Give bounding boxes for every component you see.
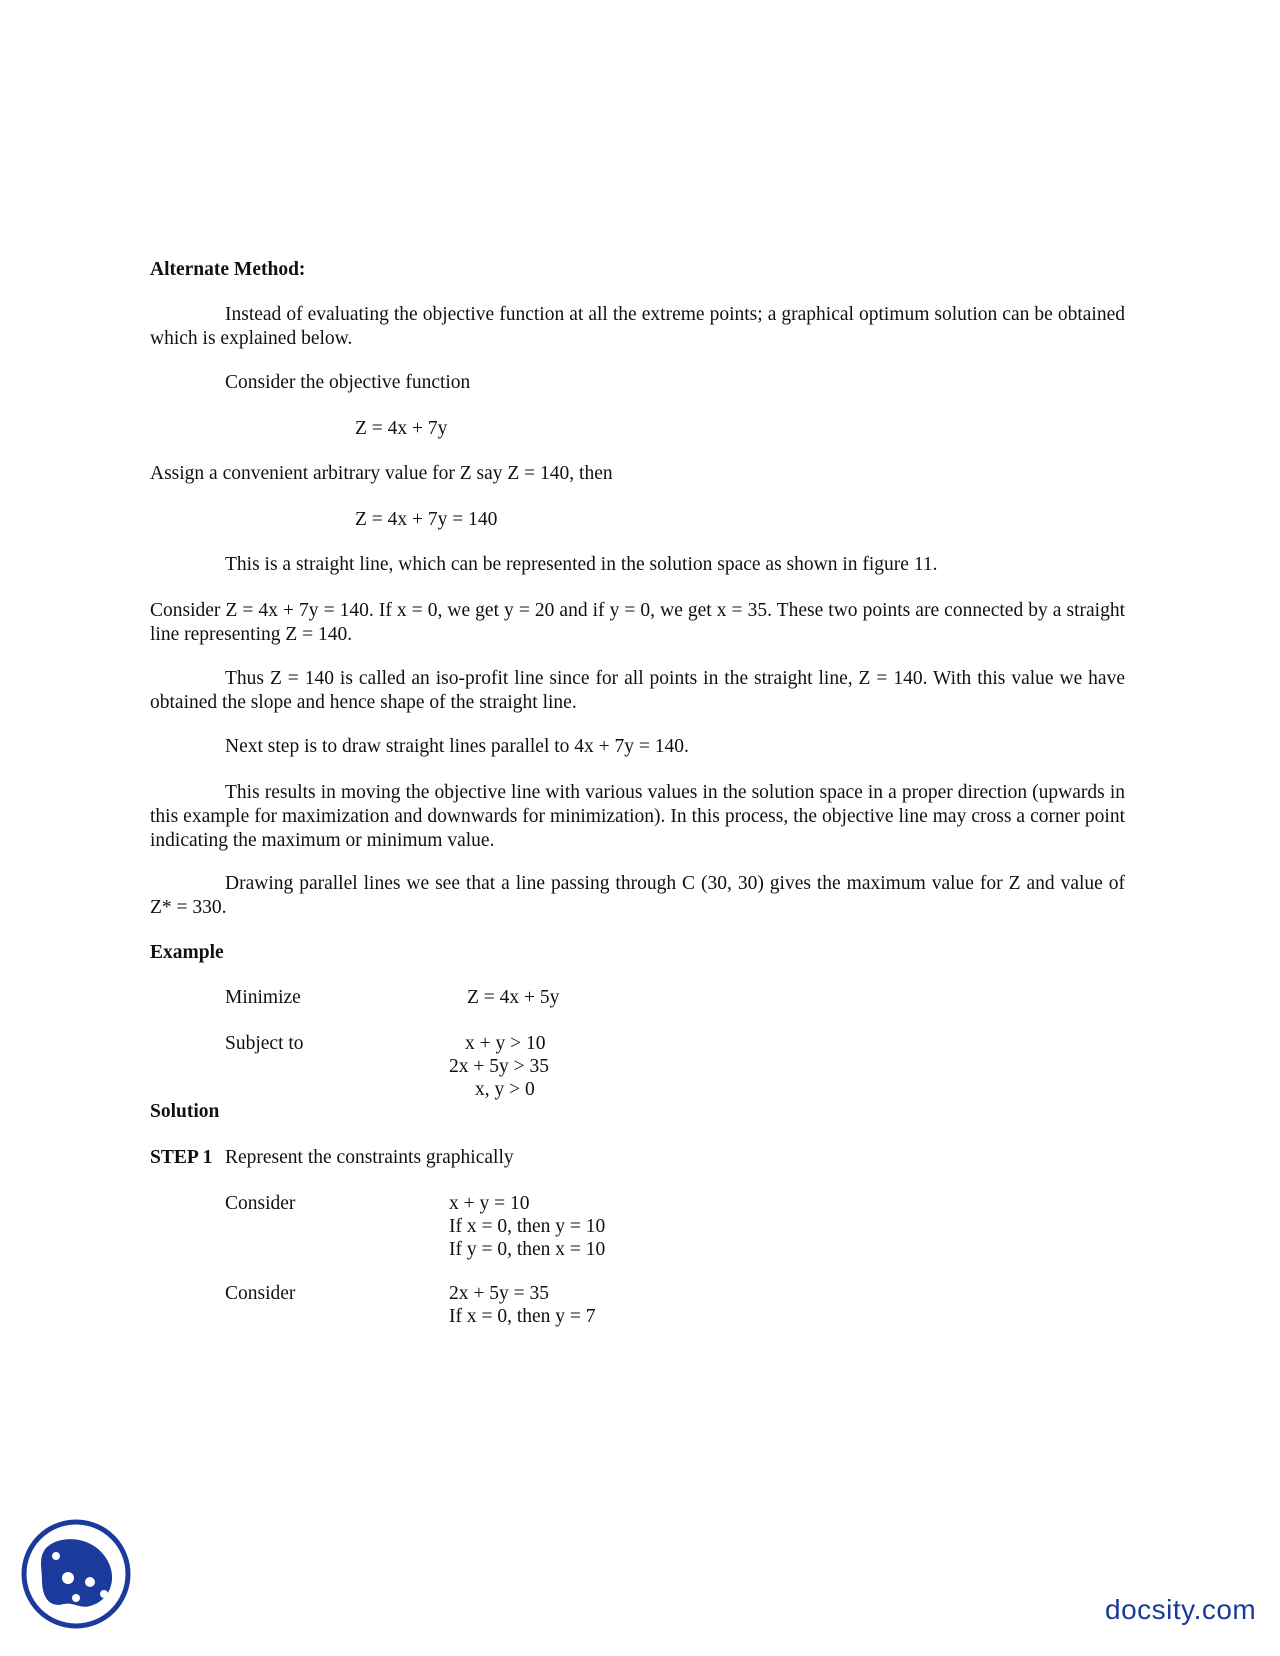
paragraph-moving-line: This results in moving the objective line with various values in the solution space in a proper direction (upwards in this example for maximization and downwards for minimization). In this process, the objective line may cross a corner point indicating the maximum or minimum value. [150, 782, 1125, 851]
constraint-2: 2x + 5y > 35 [449, 1056, 549, 1077]
constraint-3: x, y > 0 [475, 1079, 535, 1100]
paragraph-straight-line: This is a straight line, which can be represented in the solution space as shown in figure 11. [225, 554, 938, 575]
heading-solution: Solution [150, 1101, 220, 1122]
constraint-1: x + y > 10 [465, 1033, 546, 1054]
docsity-brand-link[interactable]: docsity.com [1105, 1594, 1257, 1625]
step-1-label: STEP 1 [150, 1147, 213, 1168]
docsity-logo-icon[interactable] [20, 1518, 132, 1630]
paragraph-assign-value: Assign a convenient arbitrary value for Z say Z = 140, then [150, 463, 613, 484]
equation-objective: Z = 4x + 7y [355, 418, 448, 439]
consider-label-1: Consider [225, 1193, 296, 1214]
equation-objective-140: Z = 4x + 7y = 140 [355, 509, 498, 530]
paragraph-iso-profit: Thus Z = 140 is called an iso-profit line since for all points in the straight line, Z = 140. With this value we have obtained the slope and hence shape of the straight line. [150, 668, 1125, 713]
minimize-equation: Z = 4x + 5y [467, 987, 560, 1008]
heading-alternate-method: Alternate Method: [150, 259, 306, 280]
subject-to-label: Subject to [225, 1033, 304, 1054]
paragraph-consider-objective: Consider the objective function [225, 372, 471, 393]
paragraph-intro: Instead of evaluating the objective function at all the extreme points; a graphical optimum solution can be obtained which is explained below. [150, 304, 1125, 349]
paragraph-next-step: Next step is to draw straight lines parallel to 4x + 7y = 140. [225, 736, 689, 757]
step-1-text: Represent the constraints graphically [225, 1147, 514, 1168]
paragraph-intercepts: Consider Z = 4x + 7y = 140. If x = 0, we get y = 20 and if y = 0, we get x = 35. These two points are connected by a straight line representing Z = 140. [150, 600, 1125, 645]
constraint-line-2-equation: 2x + 5y = 35 [449, 1283, 549, 1304]
constraint-line-1-x-intercept: If x = 0, then y = 10 [449, 1216, 606, 1237]
constraint-line-1-equation: x + y = 10 [449, 1193, 530, 1214]
minimize-label: Minimize [225, 987, 301, 1008]
constraint-line-2-x-intercept: If x = 0, then y = 7 [449, 1306, 596, 1327]
consider-label-2: Consider [225, 1283, 296, 1304]
heading-example: Example [150, 942, 224, 963]
paragraph-parallel-lines: Drawing parallel lines we see that a line passing through C (30, 30) gives the maximum value for Z and value of Z* = 330. [150, 873, 1125, 918]
constraint-line-1-y-intercept: If y = 0, then x = 10 [449, 1239, 606, 1260]
